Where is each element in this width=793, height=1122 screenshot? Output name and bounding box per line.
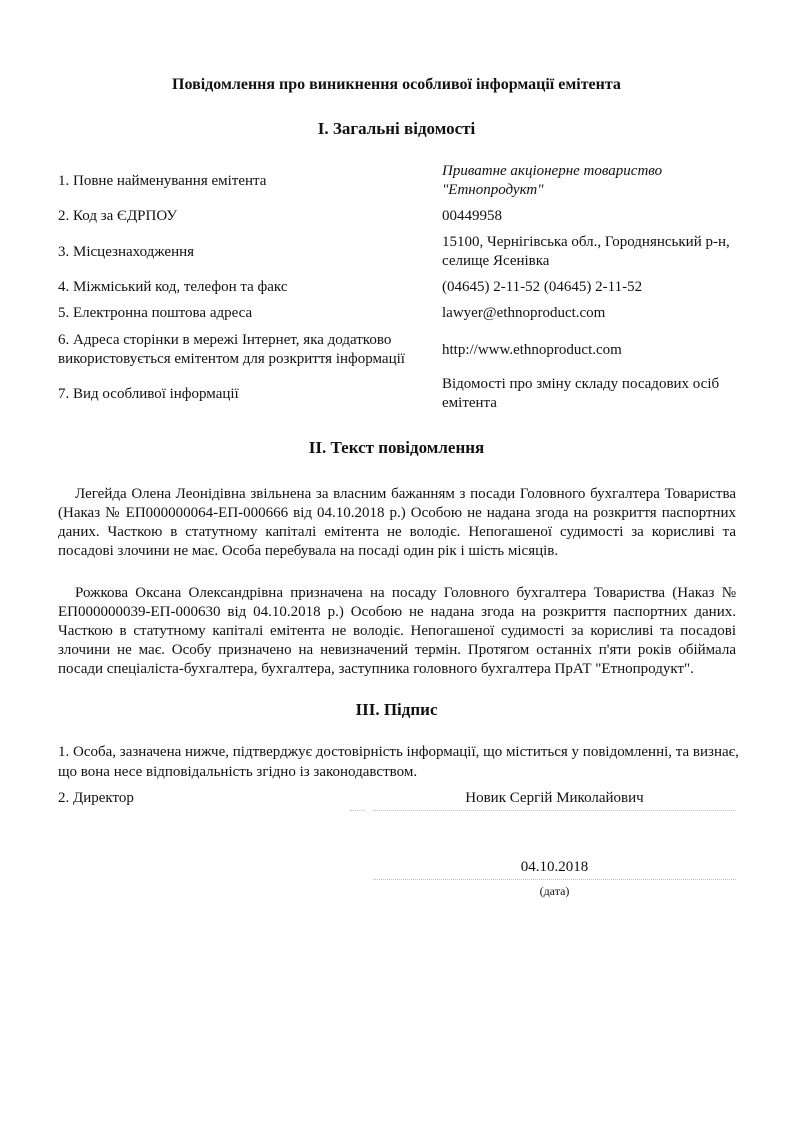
message-paragraph: Рожкова Оксана Олександрівна призначена на посаду Головного бухгалтера Товариства (Наказ № ЕП000000039-ЕП-000630 від 04.10.2018 р.) Особою не надана згода на розкриття паспортних даних. Часткою в статутному капіталі емітента не володіє. Непогашеної судимості за корисливі та посадові злочини не має. Особу призначено на невизначений термін. Протягом останніх п'яти років обіймала посади спеціаліста-бухгалтера, бухгалтера, заступника головного бухгалтера ПрАТ "Етнопродукт". <box>58 585 736 677</box>
info-value: Приватне акціонерне товариство "Етнопродукт" <box>442 163 663 198</box>
section-2-heading: ІІ. Текст повідомлення <box>308 438 485 457</box>
signature-statement: 1. Особа, зазначена нижче, підтверджує достовірність інформації, що міститься у повідомленні, та визнає, що вона несе відповідальність згідно із законодавством. <box>58 744 739 780</box>
info-label: 1. Повне найменування емітента <box>58 173 267 189</box>
info-label: 4. Міжміський код, телефон та факс <box>58 279 288 295</box>
info-value: http://www.ethnoproduct.com <box>442 342 622 358</box>
section-3-heading: ІІІ. Підпис <box>355 700 438 719</box>
signer-position: 2. Директор <box>58 790 134 806</box>
info-row-website <box>58 331 738 371</box>
info-row-issuer-name <box>58 162 738 202</box>
info-value: Відомості про зміну складу посадових осіб емітента <box>442 376 720 411</box>
date-caption: (дата) <box>539 884 570 898</box>
info-label: 5. Електронна поштова адреса <box>58 305 253 321</box>
info-row-info-type <box>58 375 738 415</box>
info-label: 6. Адреса сторінки в мережі Інтернет, яка додатково використовується емітентом для розкриття інформації <box>58 332 405 367</box>
signer-name: Новик Сергій Миколайович <box>465 790 644 806</box>
info-value: lawyer@ethnoproduct.com <box>442 305 606 321</box>
document-title: Повідомлення про виникнення особливої інформації емітента <box>172 76 621 93</box>
signature-date: 04.10.2018 <box>520 859 589 875</box>
info-row-location <box>58 233 738 273</box>
message-paragraph: Легейда Олена Леонідівна звільнена за власним бажанням з посади Головного бухгалтера Товариства (Наказ № ЕП000000064-ЕП-000666 від 04.10.2018 р.) Особою не надана згода на розкриття паспортних даних. Часткою в статутному капіталі емітента не володіє. Непогашеної судимості за корисливі та посадові злочини не має. Особа перебувала на посаді один рік і шість місяців. <box>58 486 736 559</box>
signature-line <box>350 810 364 811</box>
info-label: 7. Вид особливої інформації <box>58 386 239 402</box>
info-label: 2. Код за ЄДРПОУ <box>58 208 177 224</box>
info-row-phone <box>58 278 738 300</box>
date-line <box>373 879 736 880</box>
section-1-heading: І. Загальні відомості <box>317 119 476 138</box>
info-label: 3. Місцезнаходження <box>58 244 195 260</box>
info-value: (04645) 2-11-52 (04645) 2-11-52 <box>442 279 643 295</box>
info-row-edrpou <box>58 207 738 229</box>
info-value: 15100, Чернігівська обл., Городнянський р-н, селище Ясенівка <box>442 234 730 269</box>
info-value: 00449958 <box>442 208 502 224</box>
name-line <box>373 810 736 811</box>
info-row-email <box>58 304 738 326</box>
